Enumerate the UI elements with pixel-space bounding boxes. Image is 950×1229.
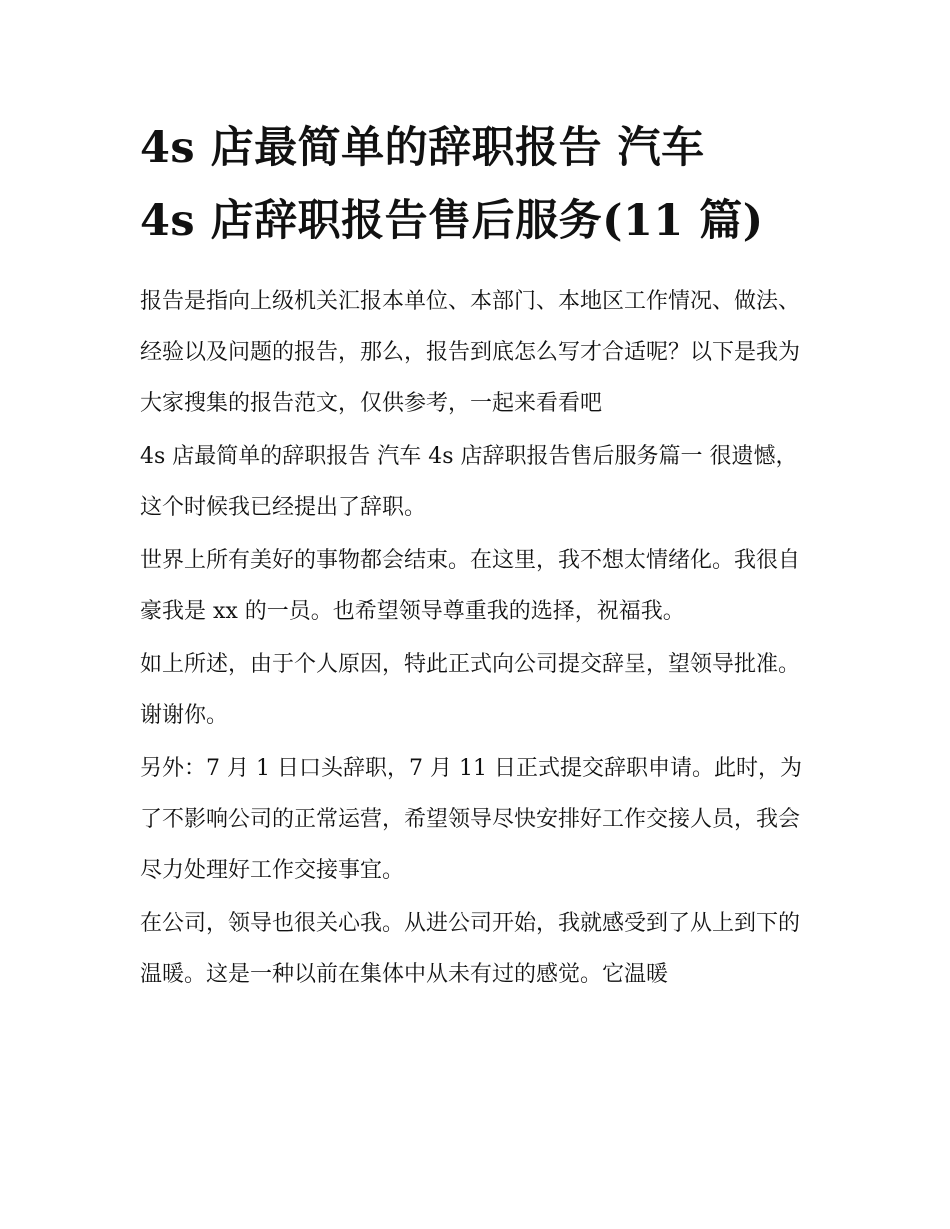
intro-paragraph: 报告是指向上级机关汇报本单位、本部门、本地区工作情况、做法、经验以及问题的报告，那么，报告到底怎么写才合适呢？以下是我为大家搜集的报告范文，仅供参考，一起来看看吧	[140, 289, 801, 416]
document-title	[140, 112, 814, 258]
body-paragraph: 在公司，领导也很关心我。从进公司开始，我就感受到了从上到下的温暖。这是一种以前在集体中从未有过的感觉。它温暖	[140, 911, 801, 987]
title-line-2: 4s 店辞职报告售后服务(11 篇)	[140, 196, 764, 246]
body-paragraph: 4s 店最简单的辞职报告 汽车 4s 店辞职报告售后服务篇一 很遗憾，这个时候我已经提出了辞职。	[140, 444, 798, 520]
body-paragraph: 另外：7 月 1 日口头辞职，7 月 11 日正式提交辞职申请。此时，为了不影响公司的正常运营，希望领导尽快安排好工作交接人员，我会尽力处理好工作交接事宜。	[140, 756, 802, 883]
document-body	[140, 112, 814, 1002]
body-paragraph: 世界上所有美好的事物都会结束。在这里，我不想太情绪化。我很自豪我是 xx 的一员。也希望领导尊重我的选择，祝福我。	[140, 548, 801, 624]
title-line-1: 4s 店最简单的辞职报告 汽车	[140, 123, 705, 173]
body-paragraph: 如上所述，由于个人原因，特此正式向公司提交辞呈，望领导批准。谢谢你。	[140, 652, 801, 728]
